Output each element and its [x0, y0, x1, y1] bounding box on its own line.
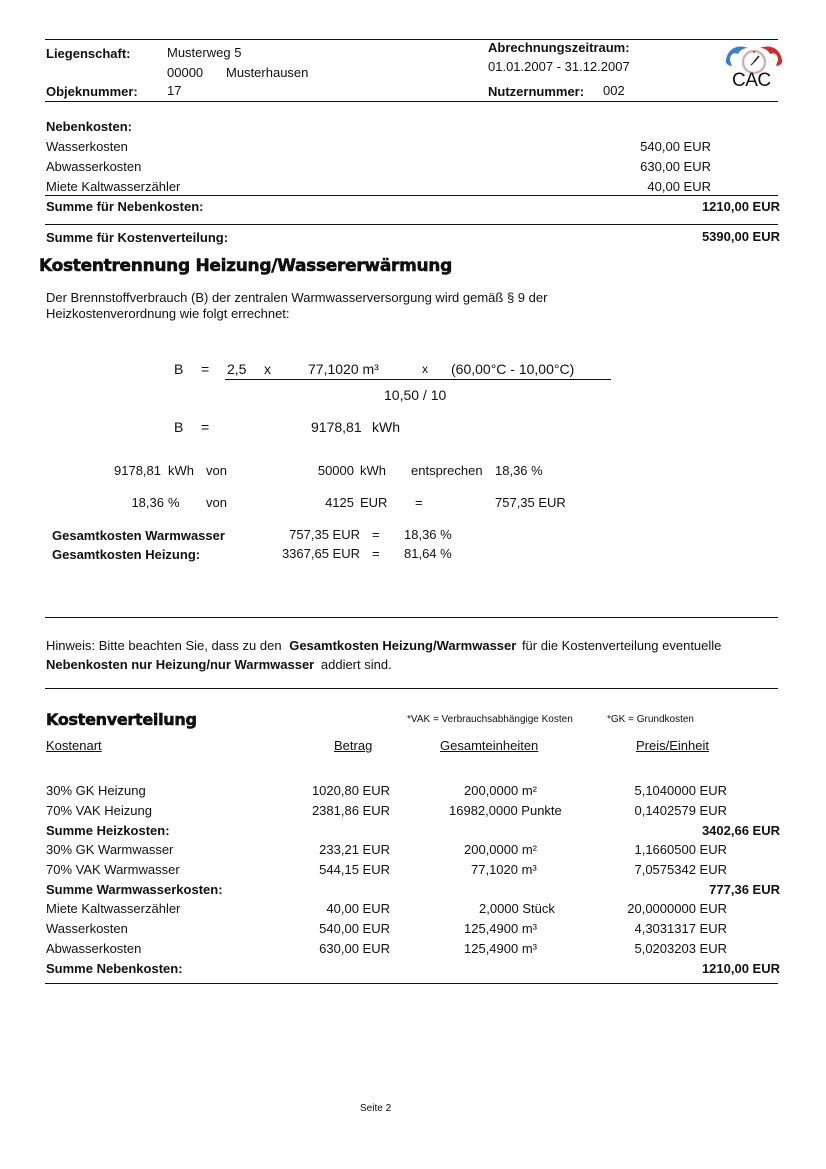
- formula-fraction-bar: [225, 379, 611, 380]
- zeitraum-label: Abrechnungszeitraum:: [488, 40, 630, 55]
- gesamt-warmwasser-percent: 18,36 %: [404, 527, 452, 542]
- legend-gk: *GK = Grundkosten: [607, 714, 694, 725]
- hinweis-text-1: Hinweis: Bitte beachten Sie, dass zu den: [46, 638, 282, 653]
- formula-result-eq: =: [201, 419, 210, 435]
- gesamt-heizung-label: Gesamtkosten Heizung:: [52, 547, 201, 562]
- formula-times1: x: [264, 361, 271, 377]
- nebenkosten-item-label: Miete Kaltwasserzähler: [46, 179, 181, 194]
- hinweis-line2: [46, 657, 392, 672]
- table-row-einheiten: 77,1020 m³: [471, 862, 537, 877]
- objekt-value: 17: [167, 83, 182, 98]
- calc2-total-unit: EUR: [360, 495, 388, 510]
- table-row-betrag: 1020,80 EUR: [311, 783, 390, 798]
- table-sum-value: 1210,00 EUR: [701, 961, 780, 976]
- objekt-label: Objeknummer:: [46, 84, 138, 99]
- gesamt-warmwasser-value: 757,35 EUR: [289, 527, 360, 542]
- formula-result-unit: kWh: [372, 419, 400, 435]
- kostenverteilung-total-label: Summe für Kostenverteilung:: [46, 230, 229, 245]
- zeitraum-value: 01.01.2007 - 31.12.2007: [488, 59, 630, 74]
- table-row-label: 30% GK Warmwasser: [46, 842, 174, 857]
- kostentrennung-intro-line2: Heizkostenverordnung wie folgt errechnet:: [46, 306, 290, 321]
- table-row-preis: 5,0203203 EUR: [634, 941, 727, 956]
- calc1-unit: kWh: [168, 463, 194, 478]
- gesamt-warmwasser-eq: =: [372, 527, 380, 542]
- address-city: Musterhausen: [226, 65, 309, 80]
- calc1-total: 50000: [317, 463, 354, 478]
- formula-factor: 2,5: [227, 361, 247, 377]
- table-sum-label: Summe Heizkosten:: [46, 823, 170, 838]
- column-header-betrag: Betrag: [334, 738, 373, 753]
- table-row-einheiten: 125,4900 m³: [464, 941, 537, 956]
- header-top-rule: [45, 39, 778, 40]
- nutzer-label: Nutzernummer:: [488, 84, 585, 99]
- nebenkosten-item-label: Wasserkosten: [46, 139, 128, 154]
- table-row-label: Abwasserkosten: [46, 941, 142, 956]
- address-street: Musterweg 5: [167, 45, 242, 60]
- calc1-percent: 18,36 %: [495, 463, 543, 478]
- calc2-value: 18,36: [131, 495, 164, 510]
- nebenkosten-item-amount: 630,00 EUR: [640, 159, 711, 174]
- gesamt-heizung-eq: =: [372, 546, 380, 561]
- nebenkosten-sum-rule: [45, 195, 778, 196]
- table-row-label: 70% VAK Heizung: [46, 803, 152, 818]
- legend-vak: *VAK = Verbrauchsabhängige Kosten: [407, 714, 573, 725]
- nebenkosten-sum-label: Summe für Nebenkosten:: [46, 199, 204, 214]
- table-row-betrag: 233,21 EUR: [319, 842, 390, 857]
- calc2-total: 4125: [325, 495, 354, 510]
- table-row-preis: 0,1402579 EUR: [634, 803, 727, 818]
- table-row-betrag: 540,00 EUR: [319, 921, 390, 936]
- kostentrennung-intro-line1: Der Brennstoffverbrauch (B) der zentralen Warmwasserversorgung wird gemäß § 9 der: [46, 290, 548, 305]
- table-row-preis: 5,1040000 EUR: [634, 783, 727, 798]
- nebenkosten-sum-value: 1210,00 EUR: [701, 199, 780, 214]
- table-row-betrag: 2381,86 EUR: [311, 803, 390, 818]
- nebenkosten-item-amount: 40,00 EUR: [647, 179, 711, 194]
- formula-times2: x: [422, 362, 428, 376]
- column-header-kostenart: Kostenart: [46, 738, 102, 753]
- hinweis-bold-1: Gesamtkosten Heizung/Warmwasser: [289, 638, 517, 653]
- formula-temps: (60,00°C - 10,00°C): [451, 361, 575, 377]
- column-header-gesamteinheiten: Gesamteinheiten: [440, 738, 539, 753]
- table-row-preis: 7,0575342 EUR: [634, 862, 727, 877]
- table-bottom-rule: [45, 983, 778, 984]
- table-row-label: Wasserkosten: [46, 921, 128, 936]
- hinweis-text-2: für die Kostenverteilung eventuelle: [521, 638, 722, 653]
- calc2-von: von: [206, 495, 227, 510]
- cac-logo: [722, 40, 786, 92]
- calc1-value: 9178,81: [114, 463, 161, 478]
- header-bottom-rule: [45, 101, 778, 102]
- hinweis-line1: [46, 638, 721, 653]
- calc2-eq: =: [415, 495, 423, 510]
- logo-text: CAC: [732, 70, 771, 91]
- formula-denominator: 10,50 / 10: [384, 387, 447, 403]
- table-row-einheiten: 16982,0000 Punkte: [449, 803, 562, 818]
- table-row-einheiten: 2,0000 Stück: [479, 901, 555, 916]
- formula-var: B: [174, 361, 184, 377]
- table-row-betrag: 544,15 EUR: [319, 862, 390, 877]
- hinweis-text-3: addiert sind.: [320, 657, 392, 672]
- page-number: Seite 2: [360, 1103, 392, 1114]
- formula-result-var: B: [174, 419, 184, 435]
- table-row-betrag: 630,00 EUR: [319, 941, 390, 956]
- hinweis-bold-2: Nebenkosten nur Heizung/nur Warmwasser: [46, 657, 315, 672]
- table-row-einheiten: 200,0000 m²: [464, 842, 537, 857]
- table-row-preis: 4,3031317 EUR: [634, 921, 727, 936]
- table-row-betrag: 40,00 EUR: [326, 901, 390, 916]
- nebenkosten-item-label: Abwasserkosten: [46, 159, 142, 174]
- gesamt-heizung-value: 3367,65 EUR: [281, 546, 360, 561]
- table-row-preis: 1,1660500 EUR: [634, 842, 727, 857]
- gesamt-warmwasser-label: Gesamtkosten Warmwasser: [52, 528, 225, 543]
- table-row-label: Miete Kaltwasserzähler: [46, 901, 181, 916]
- nebenkosten-item-amount: 540,00 EUR: [640, 139, 711, 154]
- calc1-entsprechen: entsprechen: [411, 463, 483, 478]
- table-row-label: 70% VAK Warmwasser: [46, 862, 180, 877]
- address-zip: 00000: [167, 65, 204, 80]
- column-header-preis: Preis/Einheit: [636, 738, 709, 753]
- table-row-einheiten: 200,0000 m²: [464, 783, 537, 798]
- table-sum-value: 3402,66 EUR: [701, 823, 780, 838]
- formula-eq: =: [201, 361, 210, 377]
- table-sum-label: Summe Nebenkosten:: [46, 961, 183, 976]
- hinweis-top-rule: [45, 617, 778, 618]
- table-row-einheiten: 125,4900 m³: [464, 921, 537, 936]
- liegenschaft-label: Liegenschaft:: [46, 46, 131, 61]
- kostenverteilung-title: Kostenverteilung: [46, 710, 197, 729]
- table-row-label: 30% GK Heizung: [46, 783, 146, 798]
- table-sum-label: Summe Warmwasserkosten:: [46, 882, 223, 897]
- calc1-von: von: [206, 463, 227, 478]
- calc1-total-unit: kWh: [360, 463, 386, 478]
- kostenverteilung-total-value: 5390,00 EUR: [701, 229, 780, 244]
- table-sum-value: 777,36 EUR: [709, 882, 780, 897]
- kostenverteilung-total-rule: [45, 224, 778, 225]
- formula-result-value: 9178,81: [311, 419, 362, 435]
- gesamt-heizung-percent: 81,64 %: [404, 546, 452, 561]
- nebenkosten-title: Nebenkosten:: [46, 119, 132, 134]
- table-row-preis: 20,0000000 EUR: [627, 901, 727, 916]
- calc2-result: 757,35 EUR: [495, 495, 566, 510]
- nutzer-value: 002: [603, 83, 625, 98]
- calc2-unit: %: [168, 495, 180, 510]
- kostentrennung-title: Kostentrennung Heizung/Wassererwärmung: [39, 256, 452, 276]
- formula-volume: 77,1020 m³: [308, 361, 379, 377]
- hinweis-bottom-rule: [45, 688, 778, 689]
